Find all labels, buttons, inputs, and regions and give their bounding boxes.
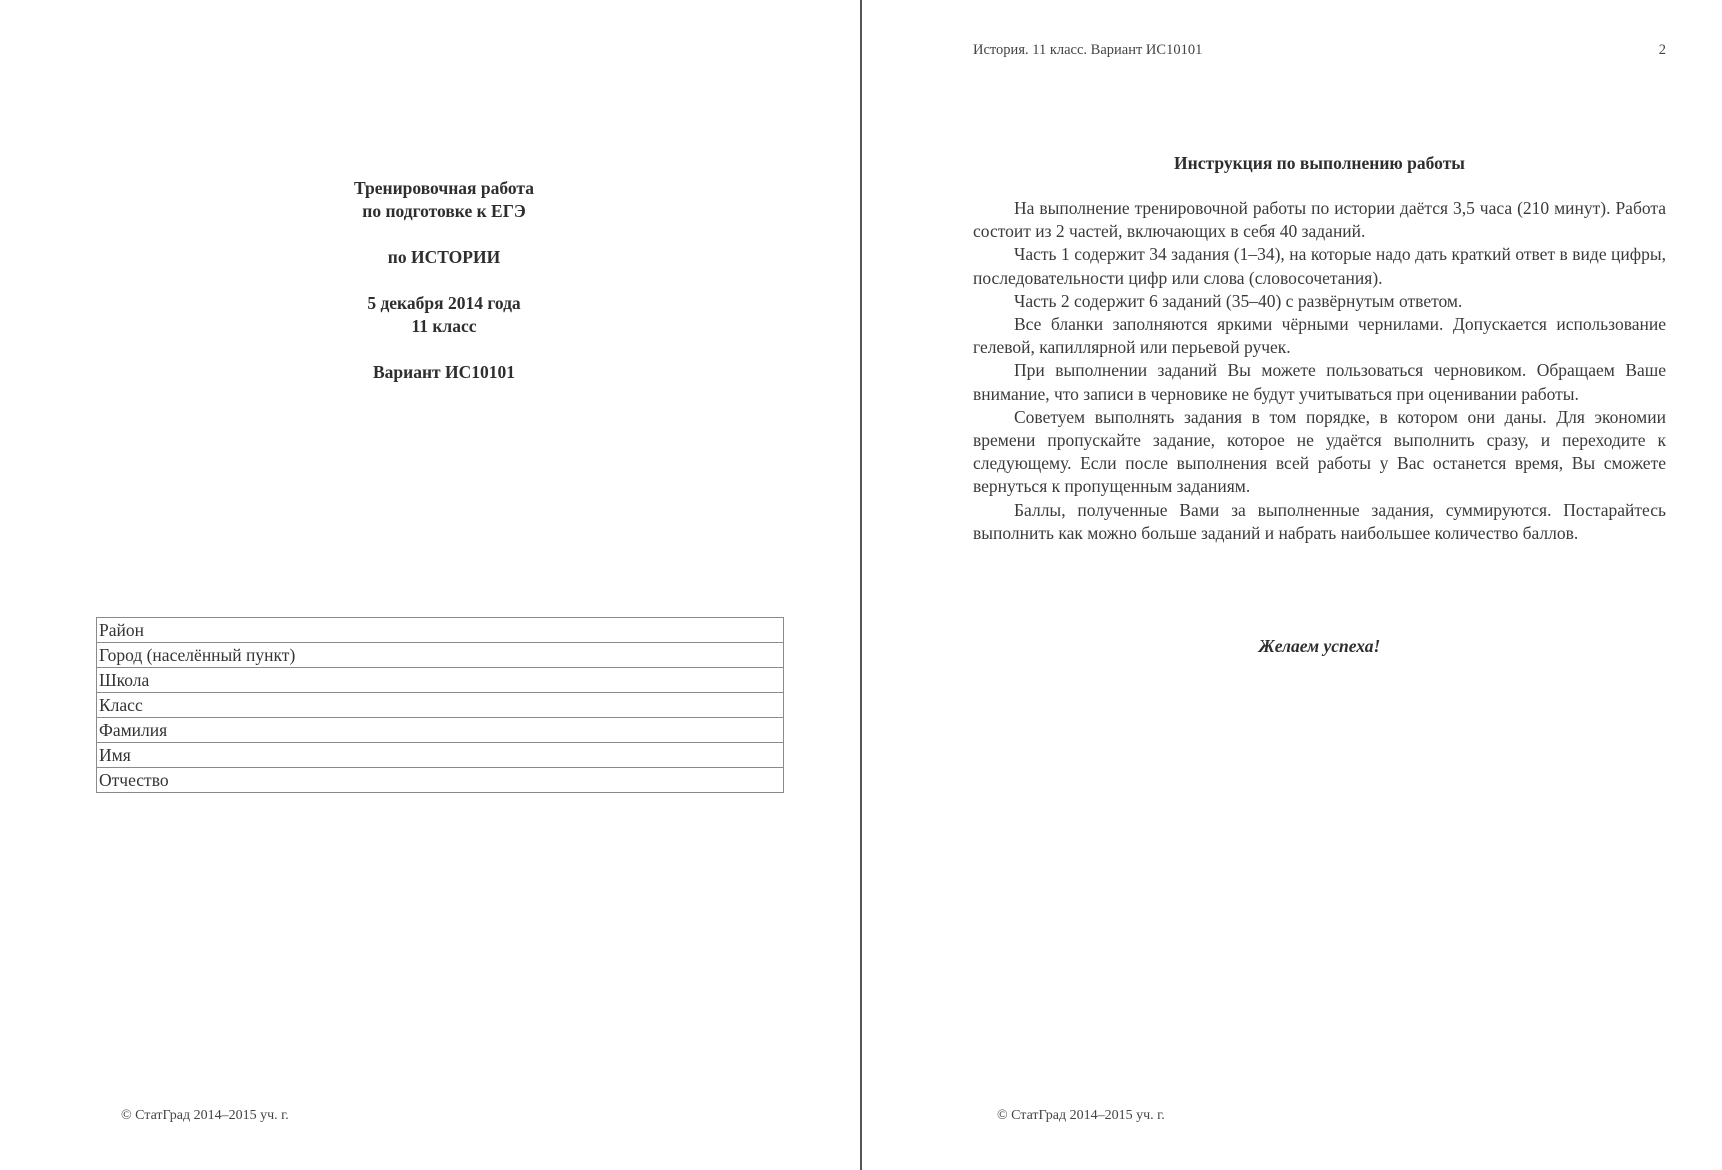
field-city[interactable]: Город (населённый пункт) [97, 643, 784, 668]
table-row[interactable] [97, 768, 784, 793]
exam-date: 5 декабря 2014 года [367, 293, 521, 313]
table-row[interactable] [97, 668, 784, 693]
variant-label: Вариант ИС10101 [372, 362, 516, 382]
page-divider [860, 0, 862, 1170]
paragraph: Баллы, полученные Вами за выполненные задания, суммируются. Постарайтесь выполнить как можно больше заданий и набрать наибольшее количество баллов. [973, 499, 1666, 543]
paragraph: Советуем выполнять задания в том порядке, в котором они даны. Для экономии времени пропускайте задание, которое не удаётся выполнить сразу, и переходите к следующему. Если после выполнения всей работы у Вас останется время, Вы сможете вернуться к пропущенным заданиям. [973, 406, 1666, 497]
table-row[interactable] [97, 743, 784, 768]
table-row[interactable] [97, 618, 784, 643]
paragraph: Часть 1 содержит 34 задания (1–34), на которые надо дать краткий ответ в виде цифры, последовательности цифр или слова (словосочетания). [973, 244, 1666, 288]
paragraph: Все бланки заполняются яркими чёрными чернилами. Допускается использование гелевой, капиллярной или перьевой ручек. [973, 314, 1666, 358]
field-district[interactable]: Район [97, 618, 784, 643]
right-page [863, 0, 1722, 1170]
paragraph: При выполнении заданий Вы можете пользоваться черновиком. Обращаем Ваше внимание, что записи в черновике не будут учитываться при оценивании работы. [973, 360, 1666, 404]
student-info-table [96, 617, 784, 793]
field-patronymic[interactable]: Отчество [97, 768, 784, 793]
subject-title: по ИСТОРИИ [387, 247, 501, 267]
paragraph: На выполнение тренировочной работы по истории даётся 3,5 часа (210 минут). Работа состоит из 2 частей, включающих в себя 40 заданий. [973, 198, 1666, 242]
title-line-2: по подготовке к ЕГЭ [362, 201, 526, 221]
table-row[interactable] [97, 718, 784, 743]
title-line-1: Тренировочная работа [354, 178, 534, 198]
field-class[interactable]: Класс [97, 693, 784, 718]
copyright-footer: © СтатГрад 2014–2015 уч. г. [997, 1108, 1165, 1123]
table-row[interactable] [97, 693, 784, 718]
left-page [0, 0, 860, 1170]
paragraph: Часть 2 содержит 6 заданий (35–40) с развёрнутым ответом. [1014, 290, 1463, 311]
copyright-footer: © СтатГрад 2014–2015 уч. г. [121, 1108, 289, 1123]
instructions-body [973, 197, 1666, 545]
closing-wish: Желаем успеха! [1258, 636, 1381, 656]
field-name[interactable]: Имя [97, 743, 784, 768]
running-header: История. 11 класс. Вариант ИС10101 [973, 42, 1203, 58]
table-row[interactable] [97, 643, 784, 668]
instructions-heading: Инструкция по выполнению работы [1174, 153, 1465, 173]
grade-label: 11 класс [411, 316, 477, 336]
page-number: 2 [1658, 42, 1666, 58]
field-school[interactable]: Школа [97, 668, 784, 693]
title-block [244, 177, 644, 384]
field-surname[interactable]: Фамилия [97, 718, 784, 743]
